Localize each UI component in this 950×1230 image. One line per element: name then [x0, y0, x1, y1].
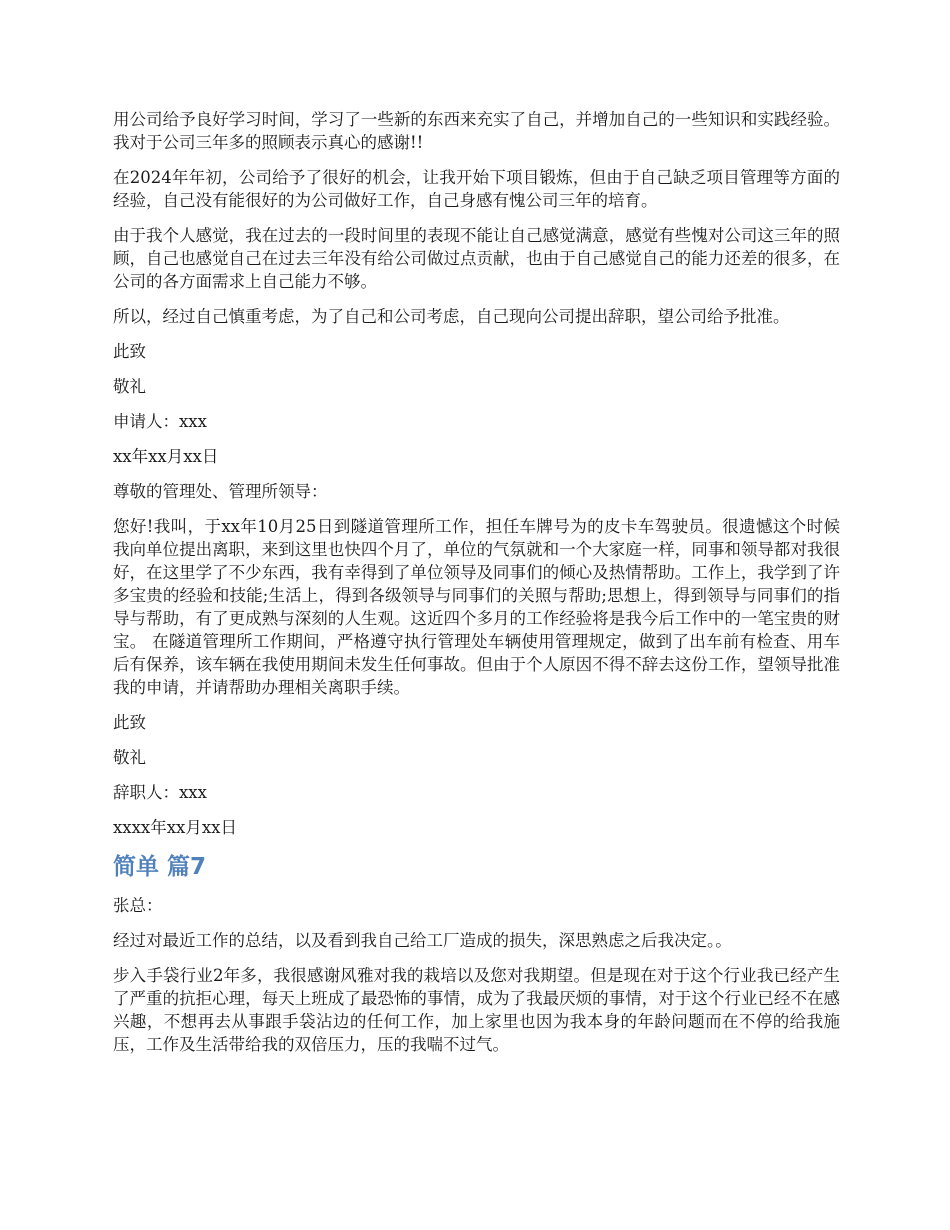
signature-line: 申请人：xxx: [113, 412, 207, 431]
paragraph: 所以，经过自己慎重考虑，为了自己和公司考虑，自己现向公司提出辞职，望公司给予批准。: [113, 307, 790, 326]
section-heading: 简单 篇7: [113, 854, 207, 880]
paragraph: 步入手袋行业2年多，我很感谢风雅对我的栽培以及您对我期望。但是现在对于这个行业我已经产生了严重的抗拒心理，每天上班成了最恐怖的事情，成为了我最厌烦的事情，对于这个行业已经不在感兴趣，不想再去从事跟手袋沾边的任何工作，加上家里也因为我本身的年龄问题而在不停的给我施压，工作及生活带给我的双倍压力，压的我喘不过气。: [113, 966, 840, 1054]
closing-line: 敬礼: [113, 748, 146, 767]
date-line: xxxx年xx月xx日: [113, 818, 237, 837]
paragraph: 由于我个人感觉，我在过去的一段时间里的表现不能让自己感觉满意，感觉有些愧对公司这三年的照顾，自己也感觉自己在过去三年没有给公司做过点贡献，也由于自己感觉自己的能力还差的很多，在公司的各方面需求上自己能力不够。: [113, 226, 840, 291]
closing-line: 敬礼: [113, 377, 146, 396]
paragraph: 在2024年年初，公司给予了很好的机会，让我开始下项目锻炼，但由于自己缺乏项目管理等方面的经验，自己没有能很好的为公司做好工作，自己身感有愧公司三年的培育。: [113, 168, 840, 210]
paragraph: 经过对最近工作的总结，以及看到我自己给工厂造成的损失，深思熟虑之后我决定。。: [113, 931, 732, 950]
signature-line: 辞职人：xxx: [113, 783, 207, 802]
closing-line: 此致: [113, 713, 146, 732]
paragraph: 用公司给予良好学习时间，学习了一些新的东西来充实了自己，并增加自己的一些知识和实践经验。我对于公司三年多的照顾表示真心的感谢!!: [113, 110, 840, 152]
salutation: 尊敬的管理处、管理所领导：: [113, 482, 328, 501]
date-line: xx年xx月xx日: [113, 447, 219, 466]
paragraph: 您好!我叫，于xx年10月25日到隧道管理所工作，担任车牌号为的皮卡车驾驶员。很遗憾这个时候我向单位提出离职，来到这里也快四个月了，单位的气氛就和一个大家庭一样，同事和领导都对我很好，在这里学了不少东西，我有幸得到了单位领导及同事们的倾心及热情帮助。工作上，我学到了许多宝贵的经验和技能;生活上，得到各级领导与同事们的关照与帮助;思想上，得到领导与同事们的指导与帮助，有了更成熟与深刻的人生观。这近四个多月的工作经验将是我今后工作中的一笔宝贵的财宝。 在隧道管理所工作期间，严格遵守执行管理处车辆使用管理规定，做到了出车前有检查、用车后有保养，该车辆在我使用期间未发生任何事故。但由于个人原因不得不辞去这份工作，望领导批准我的申请，并请帮助办理相关离职手续。: [113, 517, 840, 697]
salutation: 张总：: [113, 896, 163, 915]
document-page: [113, 108, 840, 1068]
closing-line: 此致: [113, 342, 146, 361]
